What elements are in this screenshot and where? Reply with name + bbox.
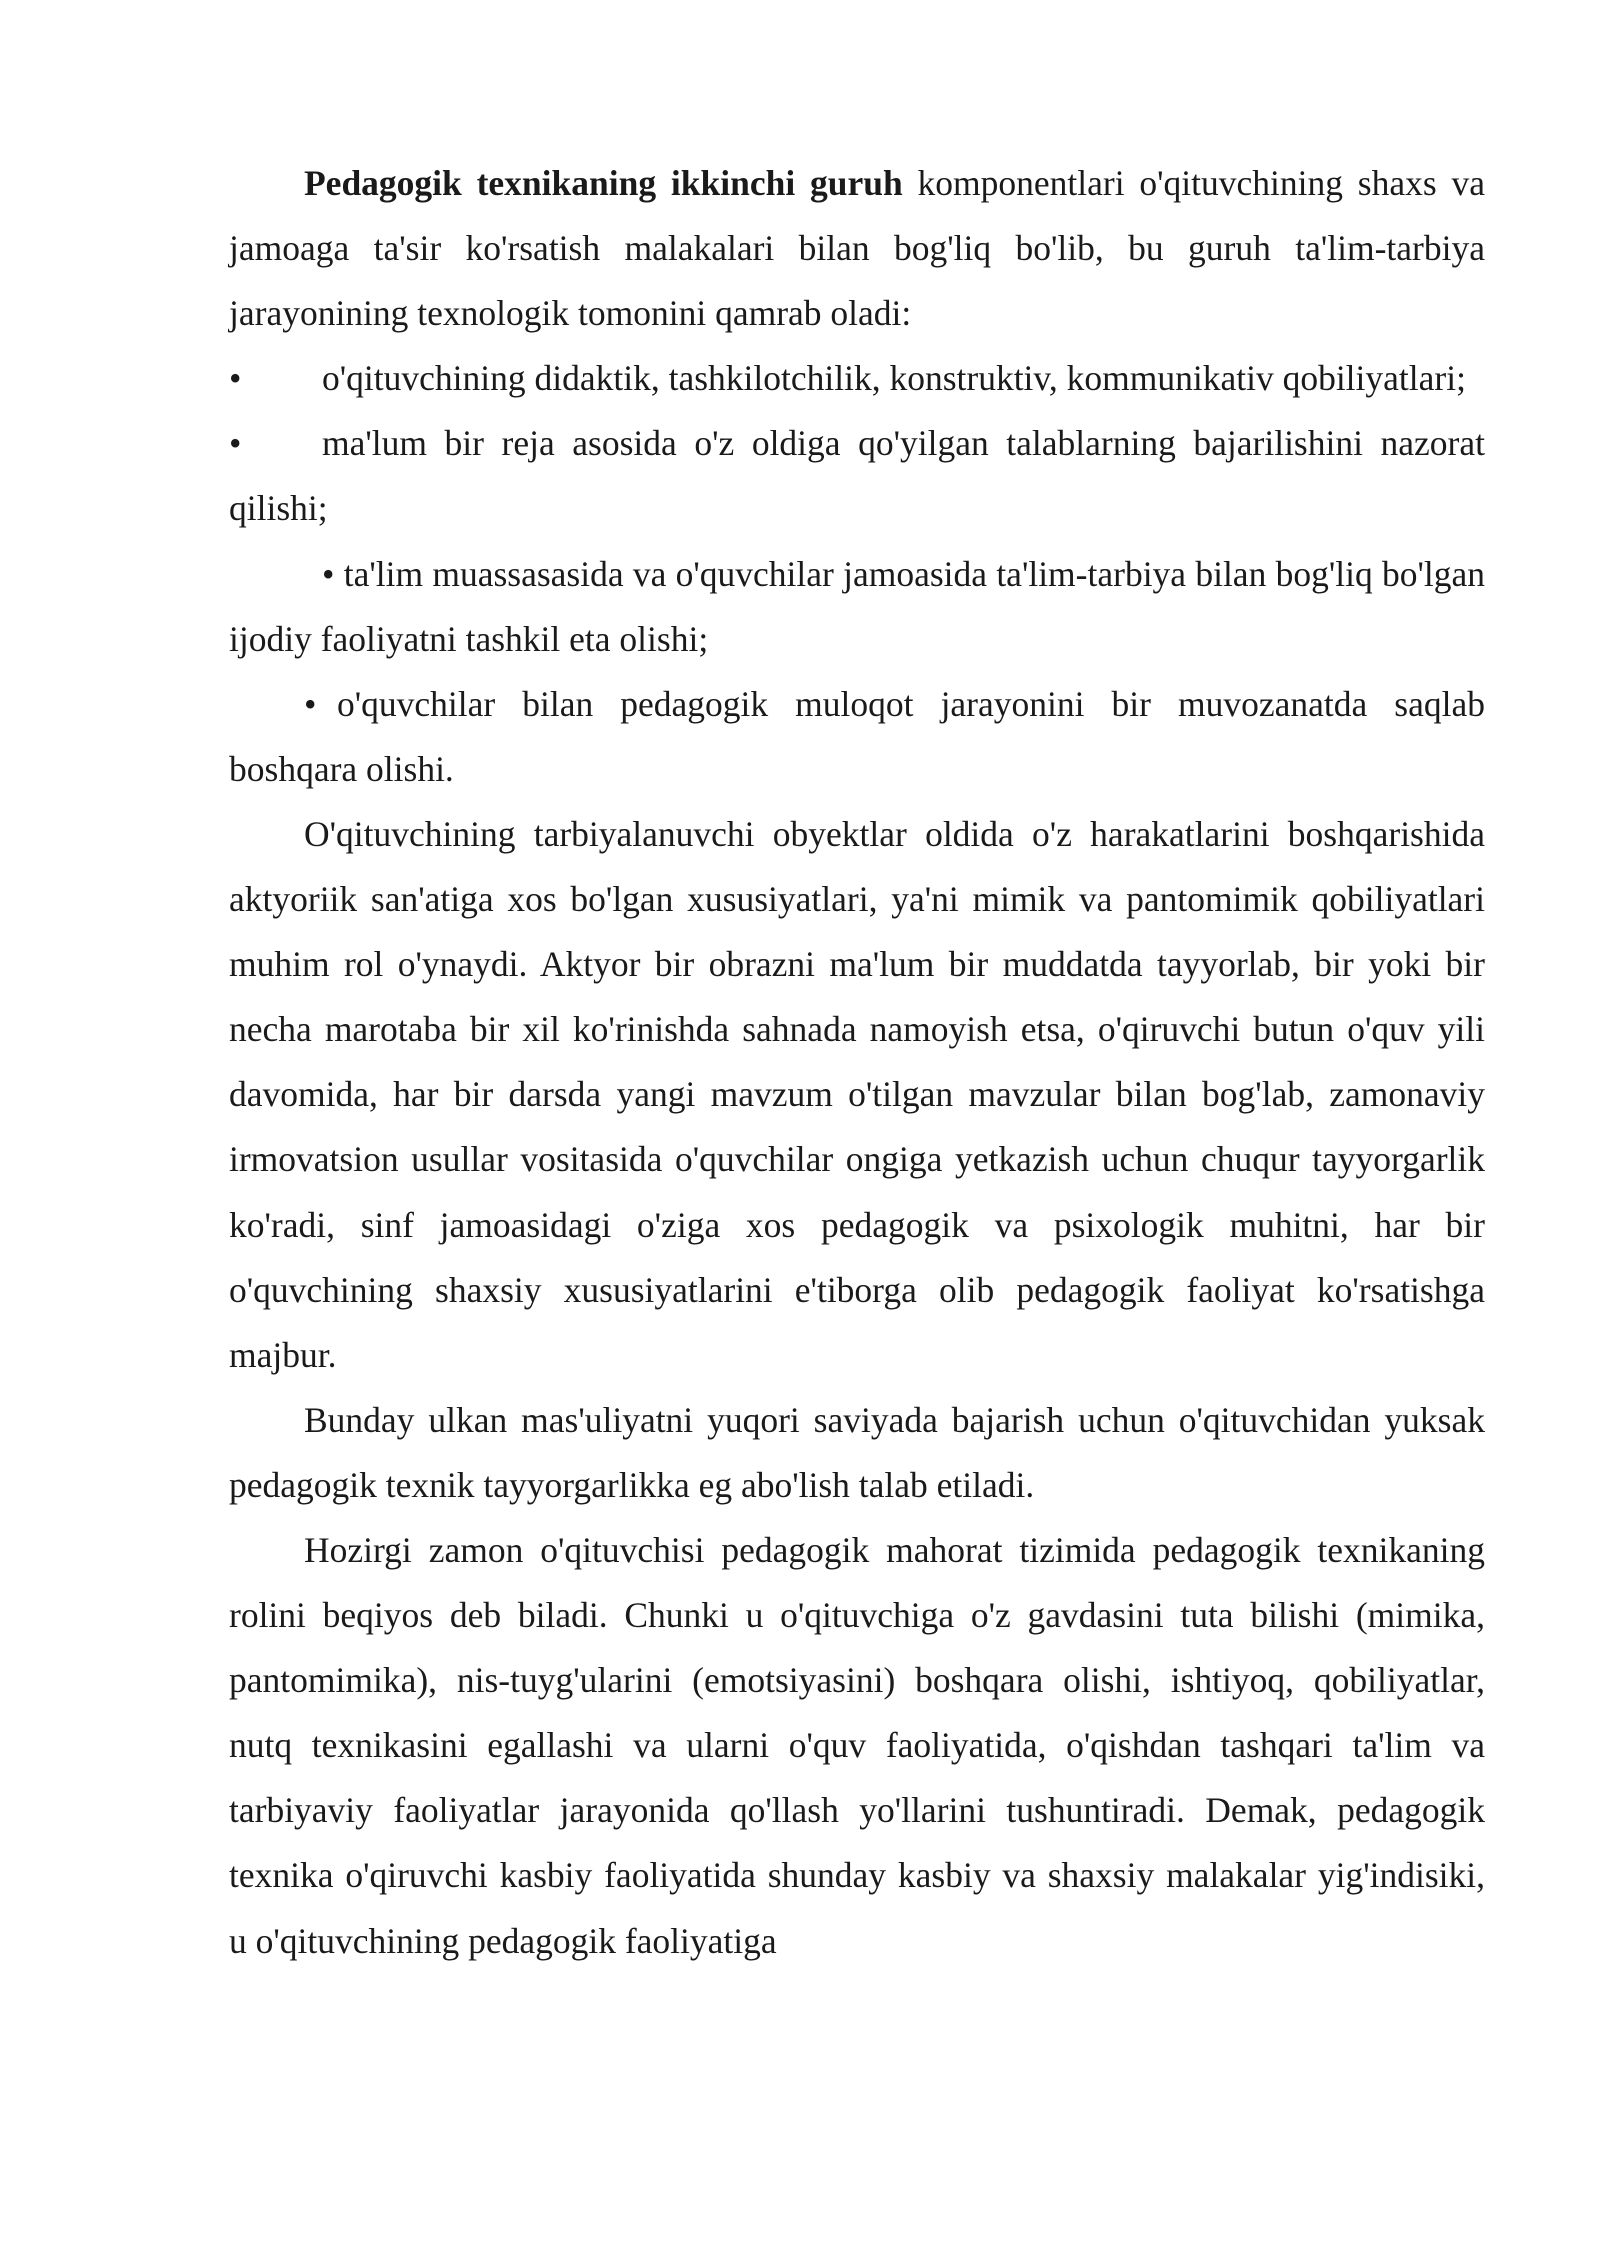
list-item (229, 346, 1485, 411)
list-item-text: • ta'lim muassasasida va o'quvchilar jamoasida ta'lim-tarbiya bilan bog'liq bo'lgan ijodiy faoliyatni tashkil eta olishi; (229, 553, 1485, 659)
list-item-text: o'qituvchining didaktik, tashkilotchilik, konstruktiv, kommunikativ qobiliyatlari; (322, 358, 1466, 399)
intro-text: komponentlari o'qituvchining shaxs va jamoaga ta'sir ko'rsatish malakalari bilan bog'liq bo'lib, bu guruh ta'lim-tarbiya jarayonining texnologik tomonini qamrab oladi: (229, 163, 1485, 334)
paragraph-body: Bunday ulkan mas'uliyatni yuqori saviyada bajarish uchun o'qituvchidan yuksak pedagogik texnik tayyorgarlikka eg abo'lish talab etiladi. (229, 1399, 1485, 1505)
list-item-text: ma'lum bir reja asosida o'z oldiga qo'yilgan talablarning bajarilishini nazorat qilishi; (229, 423, 1485, 529)
paragraph-intro (229, 151, 1485, 346)
bullet-icon: • (229, 358, 242, 399)
intro-heading-bold: Pedagogik texnikaning ikkinchi guruh (304, 163, 903, 203)
list-item (229, 542, 1485, 672)
list-item (229, 411, 1485, 541)
document-page (229, 151, 1485, 1974)
list-item (229, 672, 1485, 802)
paragraph-body: O'qituvchining tarbiyalanuvchi obyektlar oldida o'z harakatlarini boshqarishida aktyoriik san'atiga xos bo'lgan xususiyatlari, ya'ni mimik va pantomimik qobiliyatlari muhim rol o'ynaydi. Aktyor bir obrazni ma'lum bir muddatda tayyorlab, bir yoki bir necha marotaba bir xil ko'rinishda sahnada namoyish etsa, o'qiruvchi butun o'quv yili davomida, har bir darsda yangi mavzum o'tilgan mavzular bilan bog'lab, zamonaviy irmovatsion usullar vositasida o'quvchilar ongiga yetkazish uchun chuqur tayyorgarlik ko'radi, sinf jamoasidagi o'ziga xos pedagogik va psixologik muhitni, har bir o'quvchining shaxsiy xususiyatlarini e'tiborga olib pedagogik faoliyat ko'rsatishga majbur. (229, 813, 1485, 1375)
list-item-text: o'quvchilar bilan pedagogik muloqot jarayonini bir muvozanatda saqlab boshqara olishi. (229, 683, 1485, 789)
bullet-icon: • (304, 683, 317, 724)
bullet-icon: • (229, 423, 242, 464)
paragraph-body: Hozirgi zamon o'qituvchisi pedagogik mahorat tizimida pedagogik texnikaning rolini beqiyos deb biladi. Chunki u o'qituvchiga o'z gavdasini tuta bilishi (mimika, pantomimika), nis-tuyg'ularini (emotsiyasini) boshqara olishi, ishtiyoq, qobiliyatlar, nutq texnikasini egallashi va ularni o'quv faoliyatida, o'qishdan tashqari ta'lim va tarbiyaviy faoliyatlar jarayonida qo'llash yo'llarini tushuntiradi. Demak, pedagogik texnika o'qiruvchi kasbiy faoliyatida shunday kasbiy va shaxsiy malakalar yig'indisiki, u o'qituvchining pedagogik faoliyatiga (229, 1529, 1485, 1961)
